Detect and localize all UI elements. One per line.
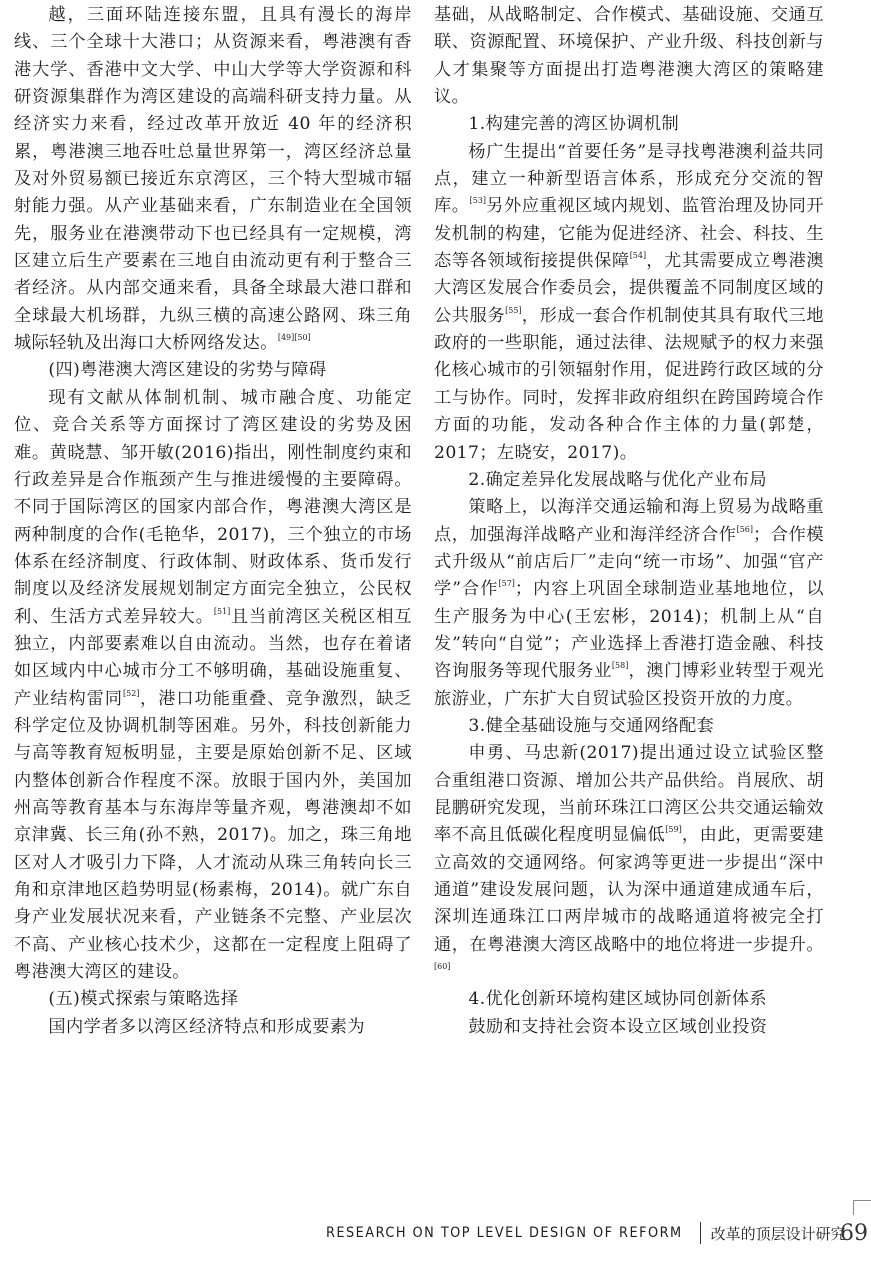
citation-ref: [56] <box>736 524 753 534</box>
paragraph-text: ，由此，更需要建立高效的交通网络。何家鸿等更进一步提出“深中通道”建设发展问题，认为深中通道建成通车后，深圳连通珠江口两岸城市的战略通道将被完全打通，在粤港澳大湾区战略中的地位将进一步提升。 <box>434 825 825 955</box>
subsection-heading: 2.确定差异化发展战略与优化产业布局 <box>468 469 767 490</box>
paragraph-text: 申勇、马忠新(2017)提出通过设立试验区整合重组港口资源、增加公共产品供给。肖展欣、胡昆鹏研究发现，当前环珠江口湾区公共交通运输效率不高且低碳化程度明显偏低 <box>434 743 824 846</box>
footer-divider <box>700 1222 701 1244</box>
subsection-heading: 4.优化创新环境构建区域协同创新体系 <box>468 989 767 1010</box>
citation-ref: [54] <box>629 251 647 261</box>
body-paragraph <box>434 740 824 986</box>
paragraph-text: ；内容上巩固全球制造业基地地位，以生产服务为中心(王宏彬，2014)；机制上从“自发”转向“自觉”；产业选择上香港打造金融、科技咨询服务等现代服务业 <box>434 579 824 682</box>
paragraph-text: 且当前湾区关税区相互独立，内部要素难以自由流动。当然，也存在着诸如区域内中心城市分工不够明确，基础设施重复、产业结构雷同 <box>14 606 412 709</box>
citation-ref: [53] <box>469 196 486 206</box>
paragraph-text: ；合作模式升级从“前店后厂”走向“统一市场”、加强“官产学”合作 <box>434 524 824 600</box>
paragraph-text: 策略上，以海洋交通运输和海上贸易为战略重点，加强海洋战略产业和海洋经济合作 <box>434 497 824 545</box>
paragraph-text: 现有文献从体制机制、城市融合度、功能定位、竞合关系等方面探讨了湾区建设的劣势及困难。黄晓慧、邹开敏(2016)指出，刚性制度约束和行政差异是合作瓶颈产生与推进缓慢的主要障碍。不同于国际湾区的国家内部合作，粤港澳大湾区是两种制度的合作(毛艳华，2017)，三个独立的市场体系在经济制度、行政体制、财政体系、货币发行制度以及经济发展规划制定方面完全独立，公民权利、生活方式差异较大。 <box>14 387 412 627</box>
paragraph-text: ，港口功能重叠、竞争激烈，缺乏科学定位及协调机制等困难。另外，科技创新能力与高等教育短板明显，主要是原始创新不足、区域内整体创新合作程度不深。放眼于国内外，美国加州高等教育基本与东海岸等量齐观，粤港澳却不如京津冀、长三角(孙不熟，2017)。加之，珠三角地区对人才吸引力下降，人才流动从珠三角转向长三角和京津地区趋势明显(杨素梅，2014)。就广东自身产业发展状况来看，产业链条不完整、产业层次不高、产业核心技术少，这都在一定程度上阻碍了粤港澳大湾区的建设。 <box>14 688 412 983</box>
corner-mark <box>853 1200 871 1215</box>
citation-ref: [57] <box>498 579 515 589</box>
body-paragraph <box>14 385 412 987</box>
left-column <box>14 2 412 1041</box>
citation-ref: [59] <box>665 825 682 835</box>
section-heading: (四)粤港澳大湾区建设的劣势与障碍 <box>48 360 327 381</box>
paragraph-text: ，澳门博彩业转型于观光旅游业，广东扩大自贸试验区投资开放的力度。 <box>434 661 824 709</box>
page-number: 69 <box>840 1221 868 1246</box>
paragraph-text: ，形成一套合作机制使其具有取代三地政府的一些职能，通过法律、法规赋予的权力来强化核心城市的引领辐射作用，促进跨行政区域的分工与协作。同时，发挥非政府组织在跨国跨境合作方面的功能，发动各种合作主体的力量(郭楚，2017；左晓安，2017)。 <box>434 305 824 463</box>
citation-ref: [51] <box>213 606 231 616</box>
section-heading: (五)模式探索与策略选择 <box>48 989 239 1010</box>
right-column <box>434 2 824 1041</box>
citation-ref: [49][50] <box>277 333 311 343</box>
citation-ref: [58] <box>611 661 629 671</box>
body-paragraph: 国内学者多以湾区经济特点和形成要素为 <box>48 1016 365 1037</box>
citation-ref: [52] <box>123 688 140 698</box>
paragraph-text: ，尤其需要成立粤港澳大湾区发展合作委员会，提供覆盖不同制度区域的公共服务 <box>434 251 824 326</box>
paragraph-text: 另外应重视区域内规划、监管治理及协同开发机制的构建，它能为促进经济、社会、科技、生态等各领域衔接提供保障 <box>434 196 824 272</box>
body-paragraph: 鼓励和支持社会资本设立区域创业投资 <box>468 1016 768 1037</box>
body-paragraph <box>14 2 412 357</box>
journal-title-cn: 改革的顶层设计研究 <box>710 1224 846 1243</box>
subsection-heading: 1.构建完善的湾区协调机制 <box>468 114 680 135</box>
journal-title-en: RESEARCH ON TOP LEVEL DESIGN OF REFORM <box>326 1225 683 1241</box>
body-paragraph <box>434 139 824 467</box>
citation-ref: [60] <box>434 962 451 972</box>
body-paragraph: 基础，从战略制定、合作模式、基础设施、交通互联、资源配置、环境保护、产业升级、科技创新与人才集聚等方面提出打造粤港澳大湾区的策略建议。 <box>434 5 824 108</box>
page-footer <box>326 1222 846 1244</box>
citation-ref: [55] <box>505 305 522 315</box>
subsection-heading: 3.健全基础设施与交通网络配套 <box>468 715 715 736</box>
body-paragraph <box>434 494 824 713</box>
paragraph-text: 杨广生提出“首要任务”是寻找粤港澳利益共同点，建立一种新型语言体系，形成充分交流的智库。 <box>434 141 824 217</box>
paragraph-text: 越，三面环陆连接东盟，且具有漫长的海岸线、三个全球十大港口；从资源来看，粤港澳有香港大学、香港中文大学、中山大学等大学资源和科研资源集群作为湾区建设的高端科研支持力量。从经济实力来看，经过改革开放近 40 年的经济积累，粤港澳三地吞吐总量世界第一，湾区经济总量及对外贸易额已接近东京湾区，三个特大型城市辐射能力强。从产业基础来看，广东制造业在全国领先，服务业在港澳带动下也已经具有一定规模，湾区建立后生产要素在三地自由流动更有利于整合三者经济。从内部交通来看，具备全球最大港口群和全球最大机场群，九纵三横的高速公路网、珠三角城际轻轨及出海口大桥网络发达。 <box>14 5 412 354</box>
